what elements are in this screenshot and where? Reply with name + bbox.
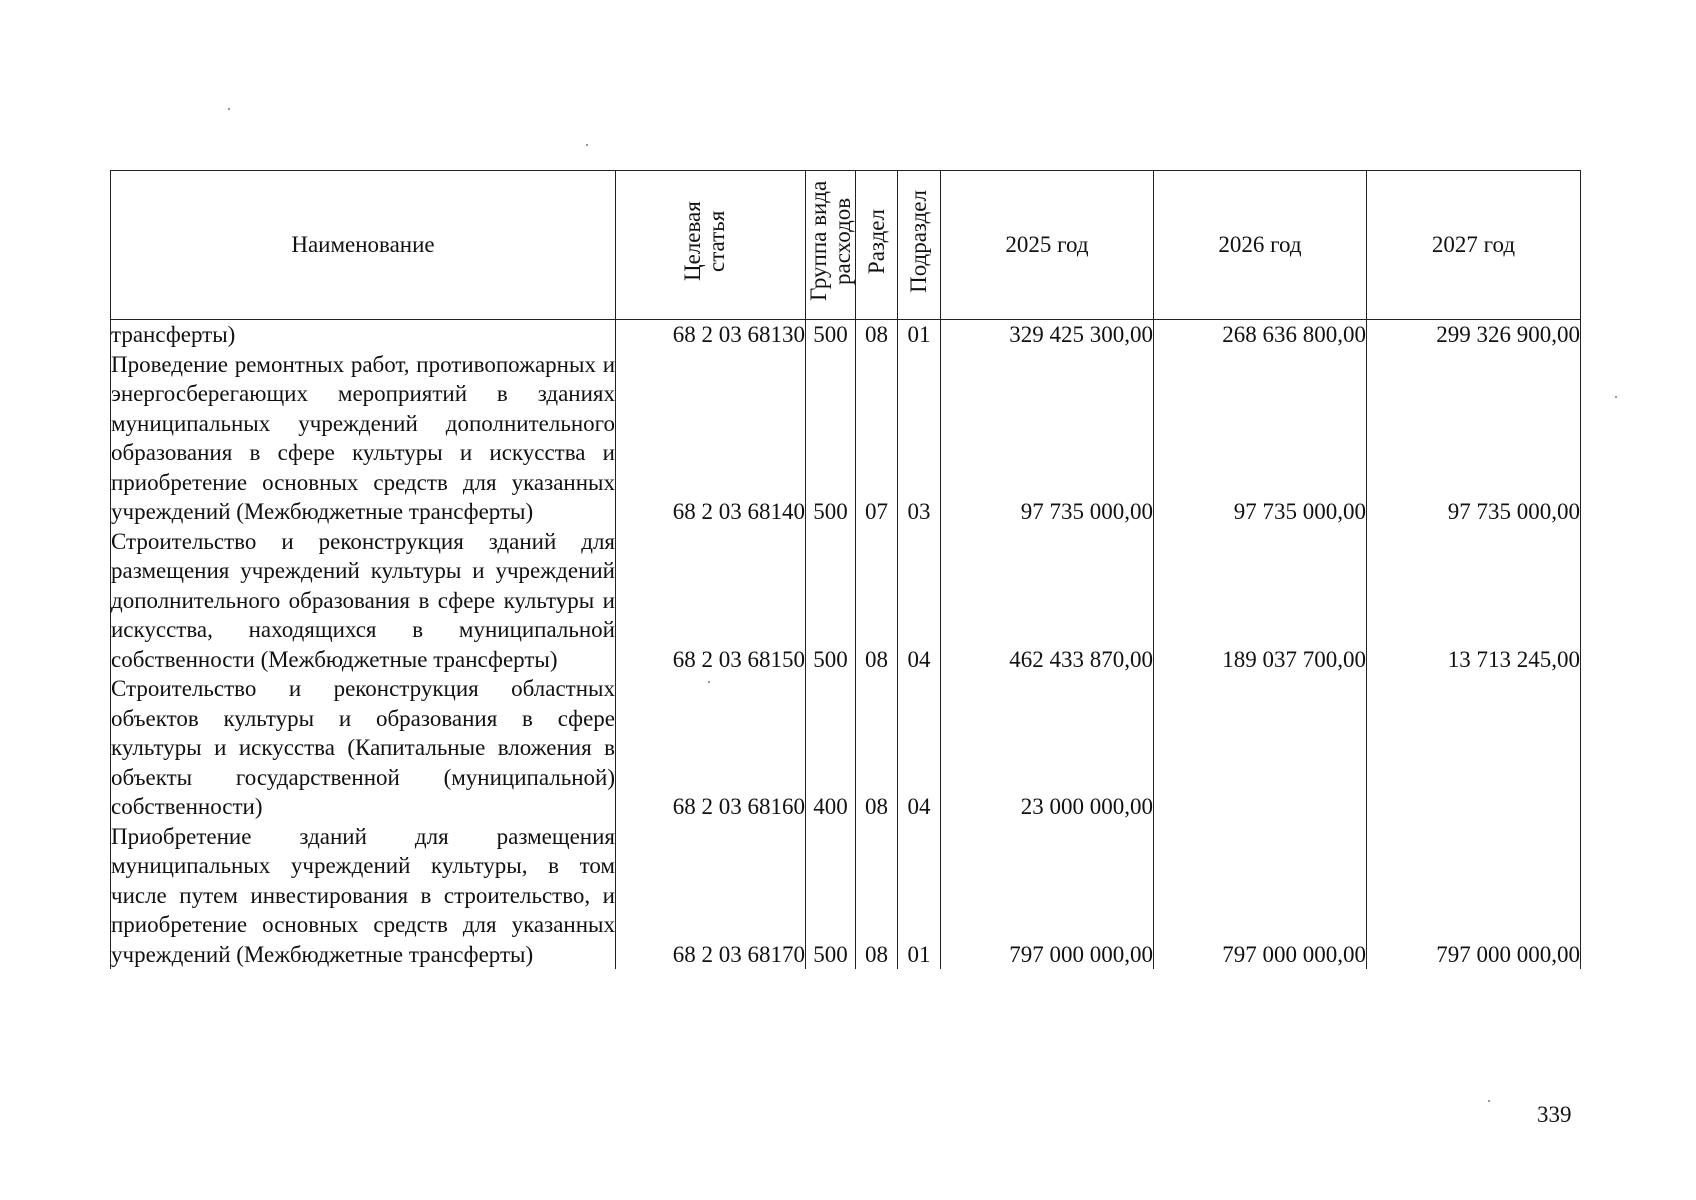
row-expense-group: 500 <box>806 822 856 970</box>
row-amount-2025: 797 000 000,00 <box>941 822 1154 970</box>
row-amount-2025: 97 735 000,00 <box>941 350 1154 527</box>
header-2025: 2025 год <box>941 171 1154 320</box>
header-section: Раздел <box>856 171 898 320</box>
row-target-article: 68 2 03 68160 <box>616 674 806 822</box>
header-name: Наименование <box>111 171 616 320</box>
row-name: Приобретение зданий для размещения муниципальных учреждений культуры, в том числе путем инвестирования в строительство, и приобретение основных средств для указанных учреждений (Межбюджетные трансферты) <box>111 822 616 970</box>
row-amount-2026: 97 735 000,00 <box>1154 350 1367 527</box>
header-expense-group: Группа вида расходов <box>806 171 856 320</box>
row-subsection: 03 <box>898 350 941 527</box>
table-header-row <box>111 171 1581 320</box>
row-expense-group: 500 <box>806 350 856 527</box>
row-amount-2027: 797 000 000,00 <box>1367 822 1581 970</box>
row-section: 08 <box>856 674 898 822</box>
row-target-article: 68 2 03 68140 <box>616 350 806 527</box>
row-expense-group: 500 <box>806 527 856 675</box>
row-subsection: 01 <box>898 822 941 970</box>
row-name: трансферты) <box>111 320 616 350</box>
table-row <box>111 320 1581 350</box>
header-subsection: Подраздел <box>898 171 941 320</box>
row-section: 08 <box>856 320 898 350</box>
table-row <box>111 822 1581 970</box>
row-amount-2026: 268 636 800,00 <box>1154 320 1367 350</box>
row-amount-2025: 329 425 300,00 <box>941 320 1154 350</box>
row-target-article: 68 2 03 68170 <box>616 822 806 970</box>
scan-speck <box>1488 1100 1490 1102</box>
header-target-article: Целевая статья <box>616 171 806 320</box>
row-section: 08 <box>856 527 898 675</box>
scan-speck <box>1615 396 1617 398</box>
header-2027: 2027 год <box>1367 171 1581 320</box>
row-amount-2027: 299 326 900,00 <box>1367 320 1581 350</box>
scan-speck <box>228 108 230 110</box>
scan-speck <box>586 144 588 146</box>
row-amount-2025: 23 000 000,00 <box>941 674 1154 822</box>
row-target-article: 68 2 03 68130 <box>616 320 806 350</box>
row-name: Строительство и реконструкция зданий для размещения учреждений культуры и учреждений дополнительного образования в сфере культуры и искусства, находящихся в муниципальной собственности (Межбюджетные трансферты) <box>111 527 616 675</box>
row-expense-group: 400 <box>806 674 856 822</box>
row-expense-group: 500 <box>806 320 856 350</box>
row-section: 08 <box>856 822 898 970</box>
row-amount-2025: 462 433 870,00 <box>941 527 1154 675</box>
page-number: 339 <box>1537 1102 1572 1127</box>
row-amount-2027: 13 713 245,00 <box>1367 527 1581 675</box>
row-subsection: 04 <box>898 527 941 675</box>
table-row <box>111 527 1581 675</box>
table-row <box>111 350 1581 527</box>
row-subsection: 01 <box>898 320 941 350</box>
row-section: 07 <box>856 350 898 527</box>
row-amount-2026: 797 000 000,00 <box>1154 822 1367 970</box>
row-amount-2027: 97 735 000,00 <box>1367 350 1581 527</box>
row-name: Проведение ремонтных работ, противопожарных и энергосберегающих мероприятий в зданиях муниципальных учреждений дополнительного образования в сфере культуры и искусства и приобретение основных средств для указанных учреждений (Межбюджетные трансферты) <box>111 350 616 527</box>
header-2026: 2026 год <box>1154 171 1367 320</box>
row-name: Строительство и реконструкция областных объектов культуры и образования в сфере культуры и искусства (Капитальные вложения в объекты государственной (муниципальной) собственности) <box>111 674 616 822</box>
row-amount-2026: 189 037 700,00 <box>1154 527 1367 675</box>
row-amount-2027 <box>1367 674 1581 822</box>
budget-table <box>110 170 1581 969</box>
scan-speck <box>708 681 710 683</box>
row-amount-2026 <box>1154 674 1367 822</box>
row-subsection: 04 <box>898 674 941 822</box>
table-row <box>111 674 1581 822</box>
row-target-article: 68 2 03 68150 <box>616 527 806 675</box>
